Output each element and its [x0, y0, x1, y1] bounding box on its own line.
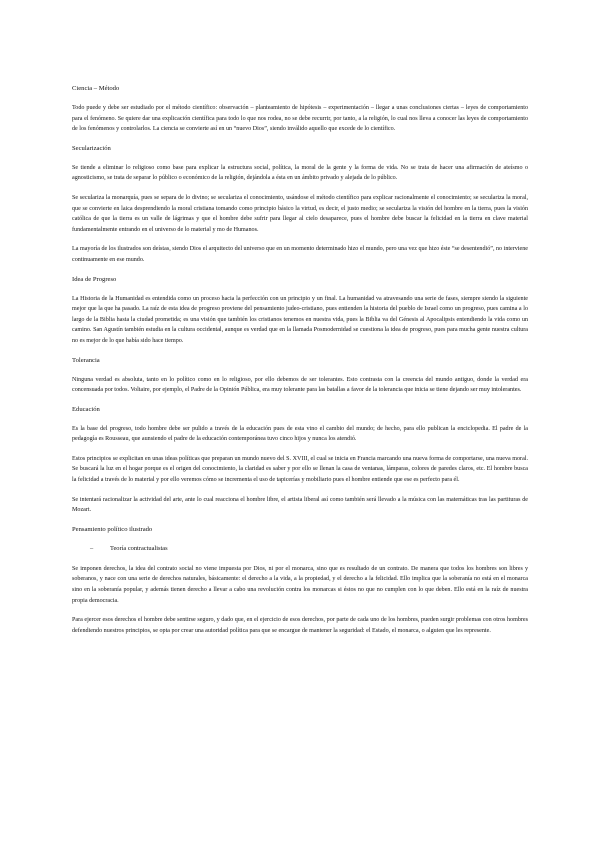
- bullet-item: [72, 544, 528, 553]
- paragraph: La Historia de la Humanidad es entendida como un proceso hacia la perfección con un principio y un final. La humanidad va atravesando una serie de fases, siempre siendo la siguiente mejor que la que ha pasado. La raíz de esta idea de progreso proviene del pensamiento judeo-cristiano, pues entienden la historia del pueblo de Israel como un progreso, pues camina a lo largo de la Biblia hasta la ciudad prometida; es una visión que también los cristianos tenemos en nuestra vida, pues la Biblia va del Génesis al Apocalipsis entendiendo la vida como un camino. San Agustín también estudia en la cultura occidental, aunque es verdad que en la llamada Posmodernidad se cuestiona la idea de progreso, pues para mucha gente nuestra cultura no es mejor de lo que había sido hace tiempo.: [72, 295, 528, 344]
- section-heading-tolerancia: Tolerancia: [72, 356, 100, 364]
- paragraph: Se tiende a eliminar lo religioso como base para explicar la estructura social, política, la moral de la gente y la forma de vida. No se trata de hacer una afirmación de ateísmo o agnosticismo, se trata de separar lo público o económico de la religión, dejándola a ésta en un ámbito privado y alejada de lo público.: [72, 164, 528, 182]
- paragraph: Ninguna verdad es absoluta, tanto en lo político como en lo religioso, por ello debemos de ser tolerantes. Esto contrasta con la creencia del mundo antiguo, donde la verdad era concensuada por todos. Voltaire, por ejemplo, el Padre de la Opinión Pública, era muy tolerante para las batallas a favor de la tolerancia que inicia se tiene dejando ser muy intolerantes.: [72, 376, 528, 394]
- paragraph: La mayoría de los ilustrados son deístas, siendo Dios el arquitecto del universo que en un momento determinado hizo el mundo, pero una vez que hizo éste “se desentendió”, no interviene continuamente en ese mundo.: [72, 246, 528, 263]
- paragraph: Se seculariza la monarquía, pues se separa de lo divino; se seculariza el conocimiento, usándose el método científico para explicar racionalmente el conocimiento; se seculariza la moral, que se convierte en laica desprendiendo la moral cristiana tomando como principio básico la virtud, es decir, el justo medio; se seculariza la visión del hombre en la tierra, pues la visión católica de que la tierra es un valle de lágrimas y que el hombre debe sufrir para llegar al cielo desaparece, pues el hombre debe buscar la felicidad en la tierra en clave material fundamentalmente entrando en el universo de lo material y mo de Humanos.: [72, 194, 528, 233]
- section-heading-pensamiento-politico: Pensamiento político ilustrado: [72, 525, 153, 533]
- paragraph: Se imponen derechos, la idea del contrato social no viene impuesta por Dios, ni por el monarca, sino que es resultado de un contrato. De manera que todos los hombres son libres y soberanos, y nace con una serie de derechos naturales, básicamente: el derecho a la vida, a la propiedad, y el derecho a la felicidad. Ello implica que la soberanía no está en el monarca sino en la soberanía popular, y además tienen derecho a llevar a cabo una revolución contra los monarcas si éstos no que no cumplen con lo que deben. Ello está en la raíz de nuestra propia democracia.: [72, 565, 528, 604]
- section-heading-educacion: Educación: [72, 405, 100, 413]
- bullet-dash: –: [90, 544, 94, 552]
- paragraph: Es la base del progreso, todo hombre debe ser pulido a través de la educación pues de esta vino el cambio del mundo; de hecho, para ello publican la enciclopedia. El padre de la pedagogía es Rousseau, que aunsiendo el padre de la educación contemporánea tuvo cinco hijos y nunca los atendió.: [72, 425, 528, 443]
- bullet-label: Teoría contractualistas: [110, 544, 168, 552]
- paragraph: Se intentará racionalizar la actividad del arte, ante lo cual reacciona el hombre libre, el artista liberal así como también será llevado a la música con las matemáticas tras las partituras de Mozart.: [72, 496, 528, 514]
- paragraph: Todo puede y debe ser estudiado por el método científico: observación – planteamiento de hipótesis – experimentación – llegar a unas conclusiones ciertas – leyes de comportamiento para el fenómeno. Se quiere dar una explicación científica para todo lo que nos rodea, no se debe recurrir, por tanto, a la religión, lo cual nos lleva a conocer las leyes de comportamiento de los fenómenos y controlarlos. La ciencia se convierte así en un “nuevo Dios”, siendo inválido aquello que excede de lo científico.: [72, 105, 528, 133]
- paragraph: Para ejercer esos derechos el hombre debe sentirse seguro, y dado que, en el ejercicio de esos derechos, por parte de cada uno de los hombres, pueden surgir problemas con otros hombres defendiendo nuestros principios, se opta por crear una autoridad política para que se encargue de mantener la seguridad: el Estado, el monarca, o alguien que les represente.: [72, 617, 528, 634]
- section-heading-secularizacion: Secularización: [72, 144, 111, 152]
- section-heading-progreso: Idea de Progreso: [72, 275, 117, 283]
- paragraph: Estos principios se explicitan en unas ideas políticas que preparan un mundo nuevo del S. XVIII, el cual se inicia en Francia marcando una nueva forma de comportarse, una nueva moral. Se buscará la luz en el hogar porque es el origen del conocimiento, la claridad es saber y por ello se llenan la casa de ventanas, lámparas, colores de paredes claros, etc. El hombre busca la felicidad a través de lo material y por ello veremos cómo se incrementa el uso de tapicerías y mobiliario pues el hombre entiende que ese es perfecto para él.: [72, 455, 528, 484]
- section-heading-ciencia: Ciencia – Método: [72, 85, 120, 92]
